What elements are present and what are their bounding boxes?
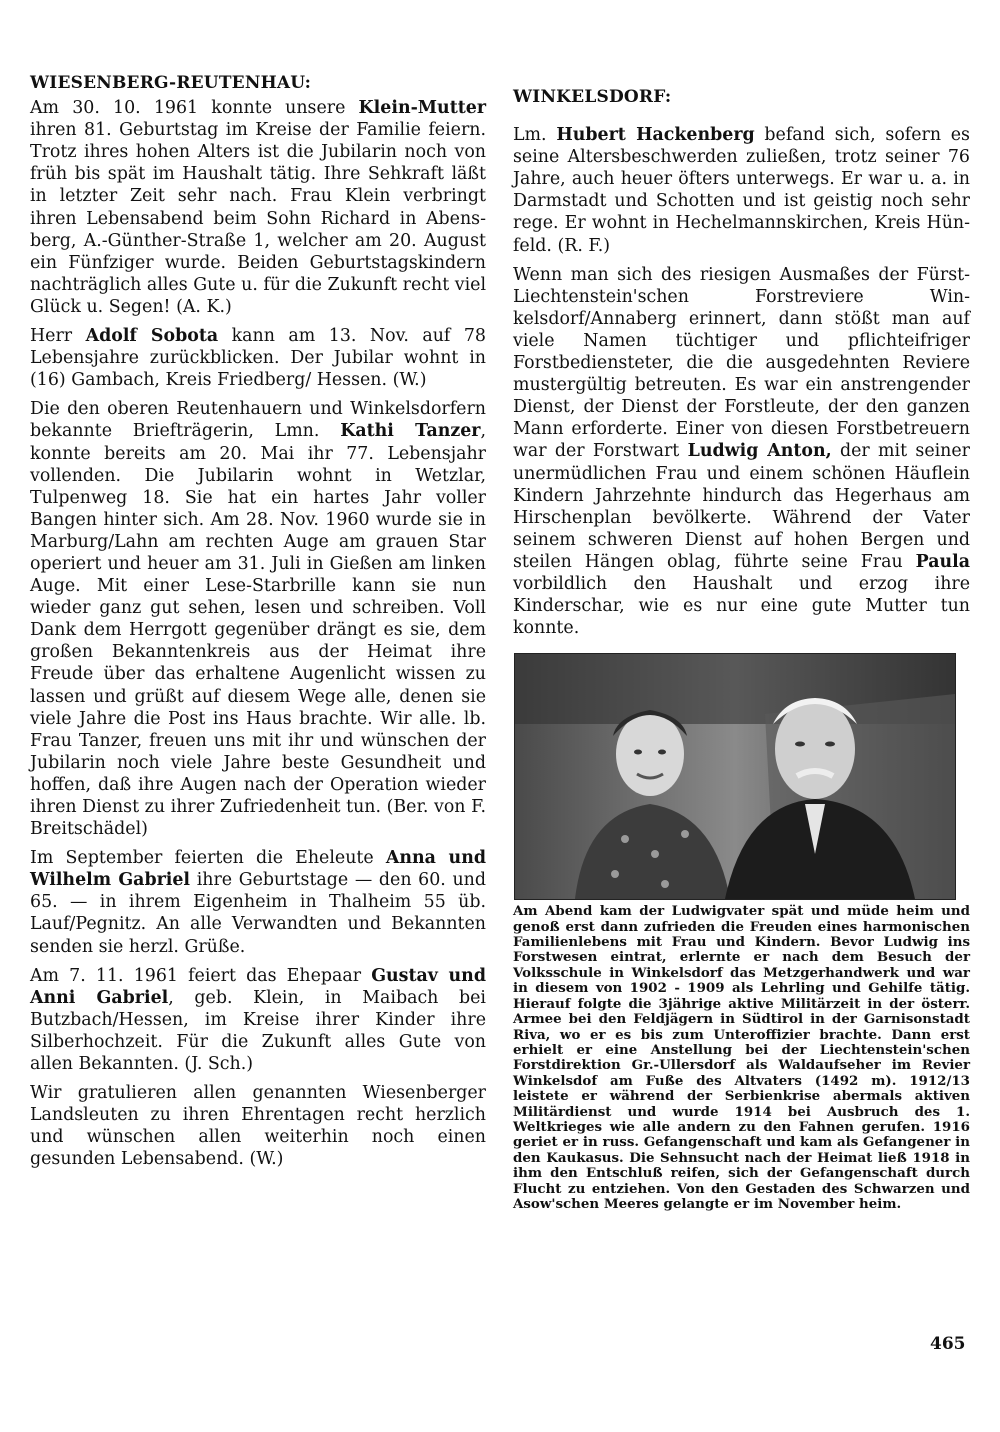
- left-column: [30, 72, 486, 1178]
- right-column: [513, 72, 970, 1212]
- article-closing-greeting: Wir gratulieren allen genannten Wiesenberger Landsleuten zu ihren Ehrentagen recht herzlich und wünschen allen weiterhin noch einen gesunden Lebensabend. (W.): [30, 1083, 486, 1170]
- couple-photo: [514, 653, 956, 900]
- section-heading-wiesenberg: WIESENBERG-REUTENHAU:: [30, 73, 312, 93]
- article-ludwig-anton: Wenn man sich des riesigen Ausmaßes der Fürst-Liechtenstein'schen Forstreviere Winkelsdorf/Annaberg erinnert, dann stößt man auf viele Namen tüchtiger und pflichteifriger Forstbediensteter, die die ausgedehnten Reviere mustergültig betreuten. Es war ein anstrengender Dienst, der Dienst der Forstleute, der den ganzen Mann erforderte. Einer von diesen Forstbetreuern war der Forstwart Ludwig Anton, der mit seiner unermüdlichen Frau und einem schönen Häuflein Kindern Jahrzehnte hindurch das Hegerhaus am Hirschenplan bevölkerte. Während der Vater seinem schweren Dienst auf hohen Bergen und steilen Hängen oblag, führte seine Frau Paula vorbildlich den Haushalt und erzog ihre Kinderschar, wie es nur eine gute Mutter tun konnte.: [513, 264, 970, 639]
- page-number: 465: [930, 1334, 966, 1354]
- article-anna-wilhelm-gabriel: Im September feierten die Eheleute Anna und Wilhelm Gabriel ihre Geburtstage — den 60. und 65. — in ihrem Eigenheim in Thalheim 55 üb. Lauf/Pegnitz. An alle Verwandten und Bekannten senden sie herzl. Grüße.: [30, 848, 486, 957]
- article-kathi-tanzer: Die den oberen Reutenhauern und Winkelsdorfern bekannte Briefträgerin, Lmn. Kathi Tanzer, konnte bereits am 20. Mai ihr 77. Lebensjahr vollenden. Die Jubilarin wohnt in Wetzlar, Tulpenweg 18. Sie hat ein hartes Jahr voller Bangen hinter sich. Am 28. Nov. 1960 wurde sie in Marburg/Lahn am rechten Auge am grauen Star operiert und heuer am 31. Juli in Gießen am linken Auge. Mit einer Lese-Starbrille kann sie nun wieder ganz gut sehen, lesen und schreiben. Voll Dank dem Herrgott gegenüber drängt es sie, dem großen Bekanntenkreis aus der Heimat ihre Freude über das erhaltene Augenlicht wissen zu lassen und grüßt auf diesem Wege alle, denen sie viele Jahre die Post ins Haus brachte. Wir alle. lb. Frau Tanzer, freuen uns mit ihr und wünschen der Jubilarin noch viele Jahre beste Gesundheit und hoffen, daß ihre Augen nach der Operation wieder ihren Dienst zu ihrer Zufriedenheit tun. (Ber. von F. Breitschädel): [30, 399, 486, 840]
- article-klein-mutter: Am 30. 10. 1961 konnte unsere Klein-Mutter ihren 81. Geburtstag im Kreise der Familie feiern. Trotz ihres hohen Alters ist die Jubilarin noch von früh bis spät im Haushalt tätig. Ihre Sehkraft läßt in letzter Zeit sehr nach. Frau Klein verbringt ihren Lebensabend beim Sohn Richard in Abensberg, A.-Günther-Straße 1, welcher am 20. August ein Fünfziger wurde. Beiden Geburtstagskindern nachträglich alles Gute u. für die Zukunft recht viel Glück u. Segen! (A. K.): [30, 98, 486, 317]
- article-adolf-sobota: Herr Adolf Sobota kann am 13. Nov. auf 78 Lebensjahre zurückblicken. Der Jubilar wohnt in (16) Gambach, Kreis Friedberg/ Hessen. (W.): [30, 326, 486, 391]
- article-gustav-anni-gabriel: Am 7. 11. 1961 feiert das Ehepaar Gustav und Anni Gabriel, geb. Klein, in Maibach bei Butzbach/Hessen, im Kreise ihrer Kinder ihre Silberhochzeit. Für die Zukunft alles Gute von allen Bekannten. (J. Sch.): [30, 965, 486, 1075]
- article-hubert-hackenberg: Lm. Hubert Hackenberg befand sich, sofern es seine Altersbeschwerden zuließen, trotz seiner 76 Jahre, auch heuer öfters unterwegs. Er war u. a. in Darmstadt und Schotten und ist geistig noch sehr rege. Er wohnt in Hechelmannskirchen, Kreis Hünfeld. (R. F.): [513, 125, 970, 256]
- photo-caption: Am Abend kam der Ludwigvater spät und müde heim und genoß erst dann zufrieden die Freuden eines harmonischen Familienlebens mit Frau und Kindern. Bevor Ludwig ins Forstwesen eintrat, erlernte er nach dem Besuch der Volksschule in Winkelsdorf das Metzgerhandwerk und war in diesem von 1902 - 1909 als Lehrling und Gehilfe tätig. Hierauf folgte die 3jährige aktive Militärzeit in der österr. Armee bei den Feldjägern in Südtirol in der Garnisonstadt Riva, wo er es bis zum Unteroffizier brachte. Dann erst erhielt er eine Anstellung bei der Liechtenstein'schen Forstdirektion Gr.-Ullersdorf als Waldaufseher im Revier Winkelsdof am Fuße des Altvaters (1492 m). 1912/13 leistete er während der Serbienkrise abermals aktiven Militärdienst und wurde 1914 bei Ausbruch des 1. Weltkrieges wie alle andern zu den Fahnen gerufen. 1916 geriet er in russ. Gefangenschaft und kam als Gefangener in den Kaukasus. Die Sehnsucht nach der Heimat ließ 1918 in ihm den Entschluß reifen, sich der Gefangenschaft durch Flucht zu entziehen. Von den Gestaden des Schwarzen und Asow'schen Meeres gelangte er im November heim.: [513, 903, 970, 1212]
- couple-photo-graphic: [515, 654, 955, 899]
- section-heading-winkelsdorf: WINKELSDORF:: [513, 87, 672, 107]
